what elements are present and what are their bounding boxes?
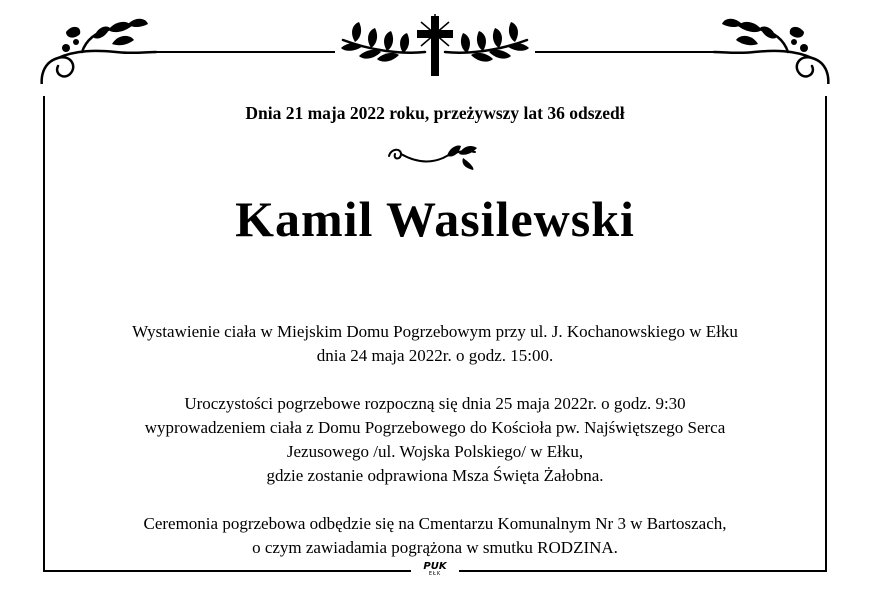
puk-logo (417, 562, 453, 578)
paragraph-line: Jezusowego /ul. Wojska Polskiego/ w Ełku, (286, 442, 584, 461)
paragraph-line: Ceremonia pogrzebowa odbędzie się na Cmentarzu Komunalnym Nr 3 w Bartoszach, (143, 514, 727, 533)
date-line: Dnia 21 maja 2022 roku, przeżywszy lat 36 odszedł (245, 103, 625, 123)
paragraph-line: o czym zawiadamia pogrążona w smutku RODZINA. (252, 538, 618, 557)
paragraph-line: gdzie zostanie odprawiona Msza Święta Żałobna. (266, 466, 604, 485)
floral-flourish-icon (704, 14, 834, 84)
cross-with-laurel-icon (335, 12, 535, 80)
ceremony-paragraph (40, 392, 830, 488)
floral-flourish-icon (36, 14, 166, 84)
leaf-swirl-icon (385, 140, 485, 172)
paragraph-line: Uroczystości pogrzebowe rozpoczną się dnia 25 maja 2022r. o godz. 9:30 (184, 394, 686, 413)
paragraph-line: dnia 24 maja 2022r. o godz. 15:00. (316, 346, 554, 365)
viewing-paragraph (40, 320, 830, 368)
burial-paragraph (40, 512, 830, 560)
paragraph-line: Wystawienie ciała w Miejskim Domu Pogrzebowym przy ul. J. Kochanowskiego w Ełku (132, 322, 738, 341)
logo-sub-text: EŁK (428, 571, 442, 577)
paragraph-line: wyprowadzeniem ciała z Domu Pogrzebowego do Kościoła pw. Najświętszego Serca (144, 418, 726, 437)
deceased-name: Kamil Wasilewski (235, 191, 635, 247)
logo-main-text: PUK (423, 561, 447, 572)
